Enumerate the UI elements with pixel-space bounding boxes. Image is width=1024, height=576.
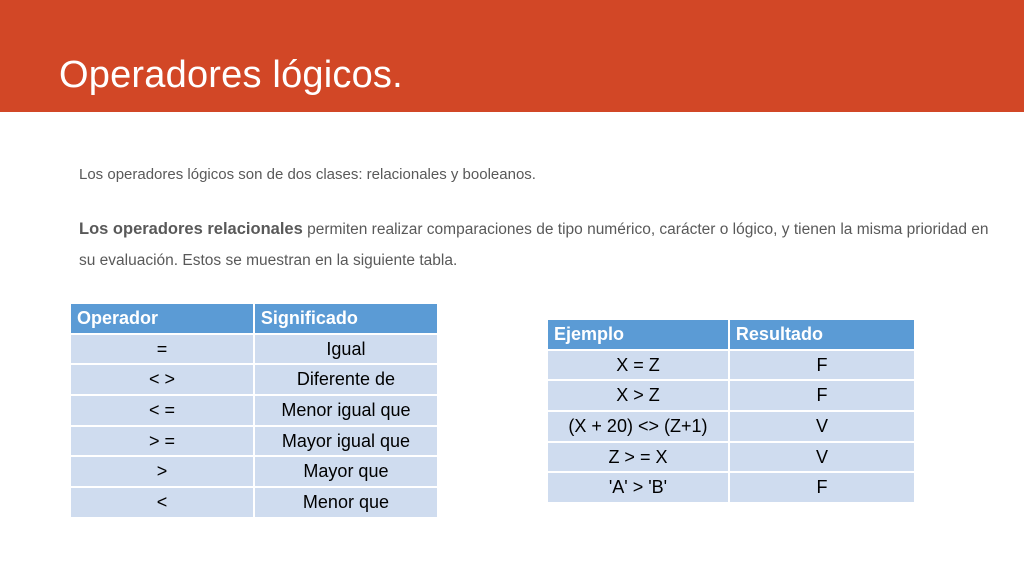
operators-table — [69, 302, 439, 519]
table-row — [548, 351, 914, 380]
operator-cell: > = — [71, 427, 253, 456]
intro-text: Los operadores lógicos son de dos clases: relacionales y booleanos. — [79, 166, 536, 183]
table-row — [548, 381, 914, 410]
column-header-resultado: Resultado — [730, 320, 914, 349]
example-cell: Z > = X — [548, 443, 728, 472]
operator-cell: < — [71, 488, 253, 517]
column-header-ejemplo: Ejemplo — [548, 320, 728, 349]
table-row — [71, 457, 437, 486]
column-header-operador: Operador — [71, 304, 253, 333]
slide-title: Operadores lógicos. — [59, 54, 403, 96]
result-cell: V — [730, 412, 914, 441]
meaning-cell: Mayor igual que — [255, 427, 437, 456]
operator-cell: < = — [71, 396, 253, 425]
description-paragraph — [79, 214, 999, 276]
result-cell: F — [730, 381, 914, 410]
paragraph-body: permiten realizar comparaciones de tipo numérico, carácter o lógico, y tienen la misma prioridad en su evaluación. Estos se muestran en la siguiente tabla. — [79, 221, 989, 269]
operator-cell: > — [71, 457, 253, 486]
table-row — [548, 473, 914, 502]
example-cell: X = Z — [548, 351, 728, 380]
example-cell: 'A' > 'B' — [548, 473, 728, 502]
operator-cell: < > — [71, 365, 253, 394]
table-row — [71, 335, 437, 364]
table-row — [71, 365, 437, 394]
title-banner — [0, 0, 1024, 112]
table-header-row — [548, 320, 914, 349]
meaning-cell: Diferente de — [255, 365, 437, 394]
result-cell: V — [730, 443, 914, 472]
table-header-row — [71, 304, 437, 333]
paragraph-emphasis: Los operadores relacionales — [79, 220, 303, 238]
table-row — [71, 488, 437, 517]
result-cell: F — [730, 473, 914, 502]
table-row — [71, 427, 437, 456]
meaning-cell: Menor igual que — [255, 396, 437, 425]
result-cell: F — [730, 351, 914, 380]
column-header-significado: Significado — [255, 304, 437, 333]
meaning-cell: Menor que — [255, 488, 437, 517]
table-row — [548, 412, 914, 441]
table-row — [548, 443, 914, 472]
meaning-cell: Igual — [255, 335, 437, 364]
operator-cell: = — [71, 335, 253, 364]
examples-table — [546, 318, 916, 504]
meaning-cell: Mayor que — [255, 457, 437, 486]
table-row — [71, 396, 437, 425]
example-cell: X > Z — [548, 381, 728, 410]
example-cell: (X + 20) <> (Z+1) — [548, 412, 728, 441]
